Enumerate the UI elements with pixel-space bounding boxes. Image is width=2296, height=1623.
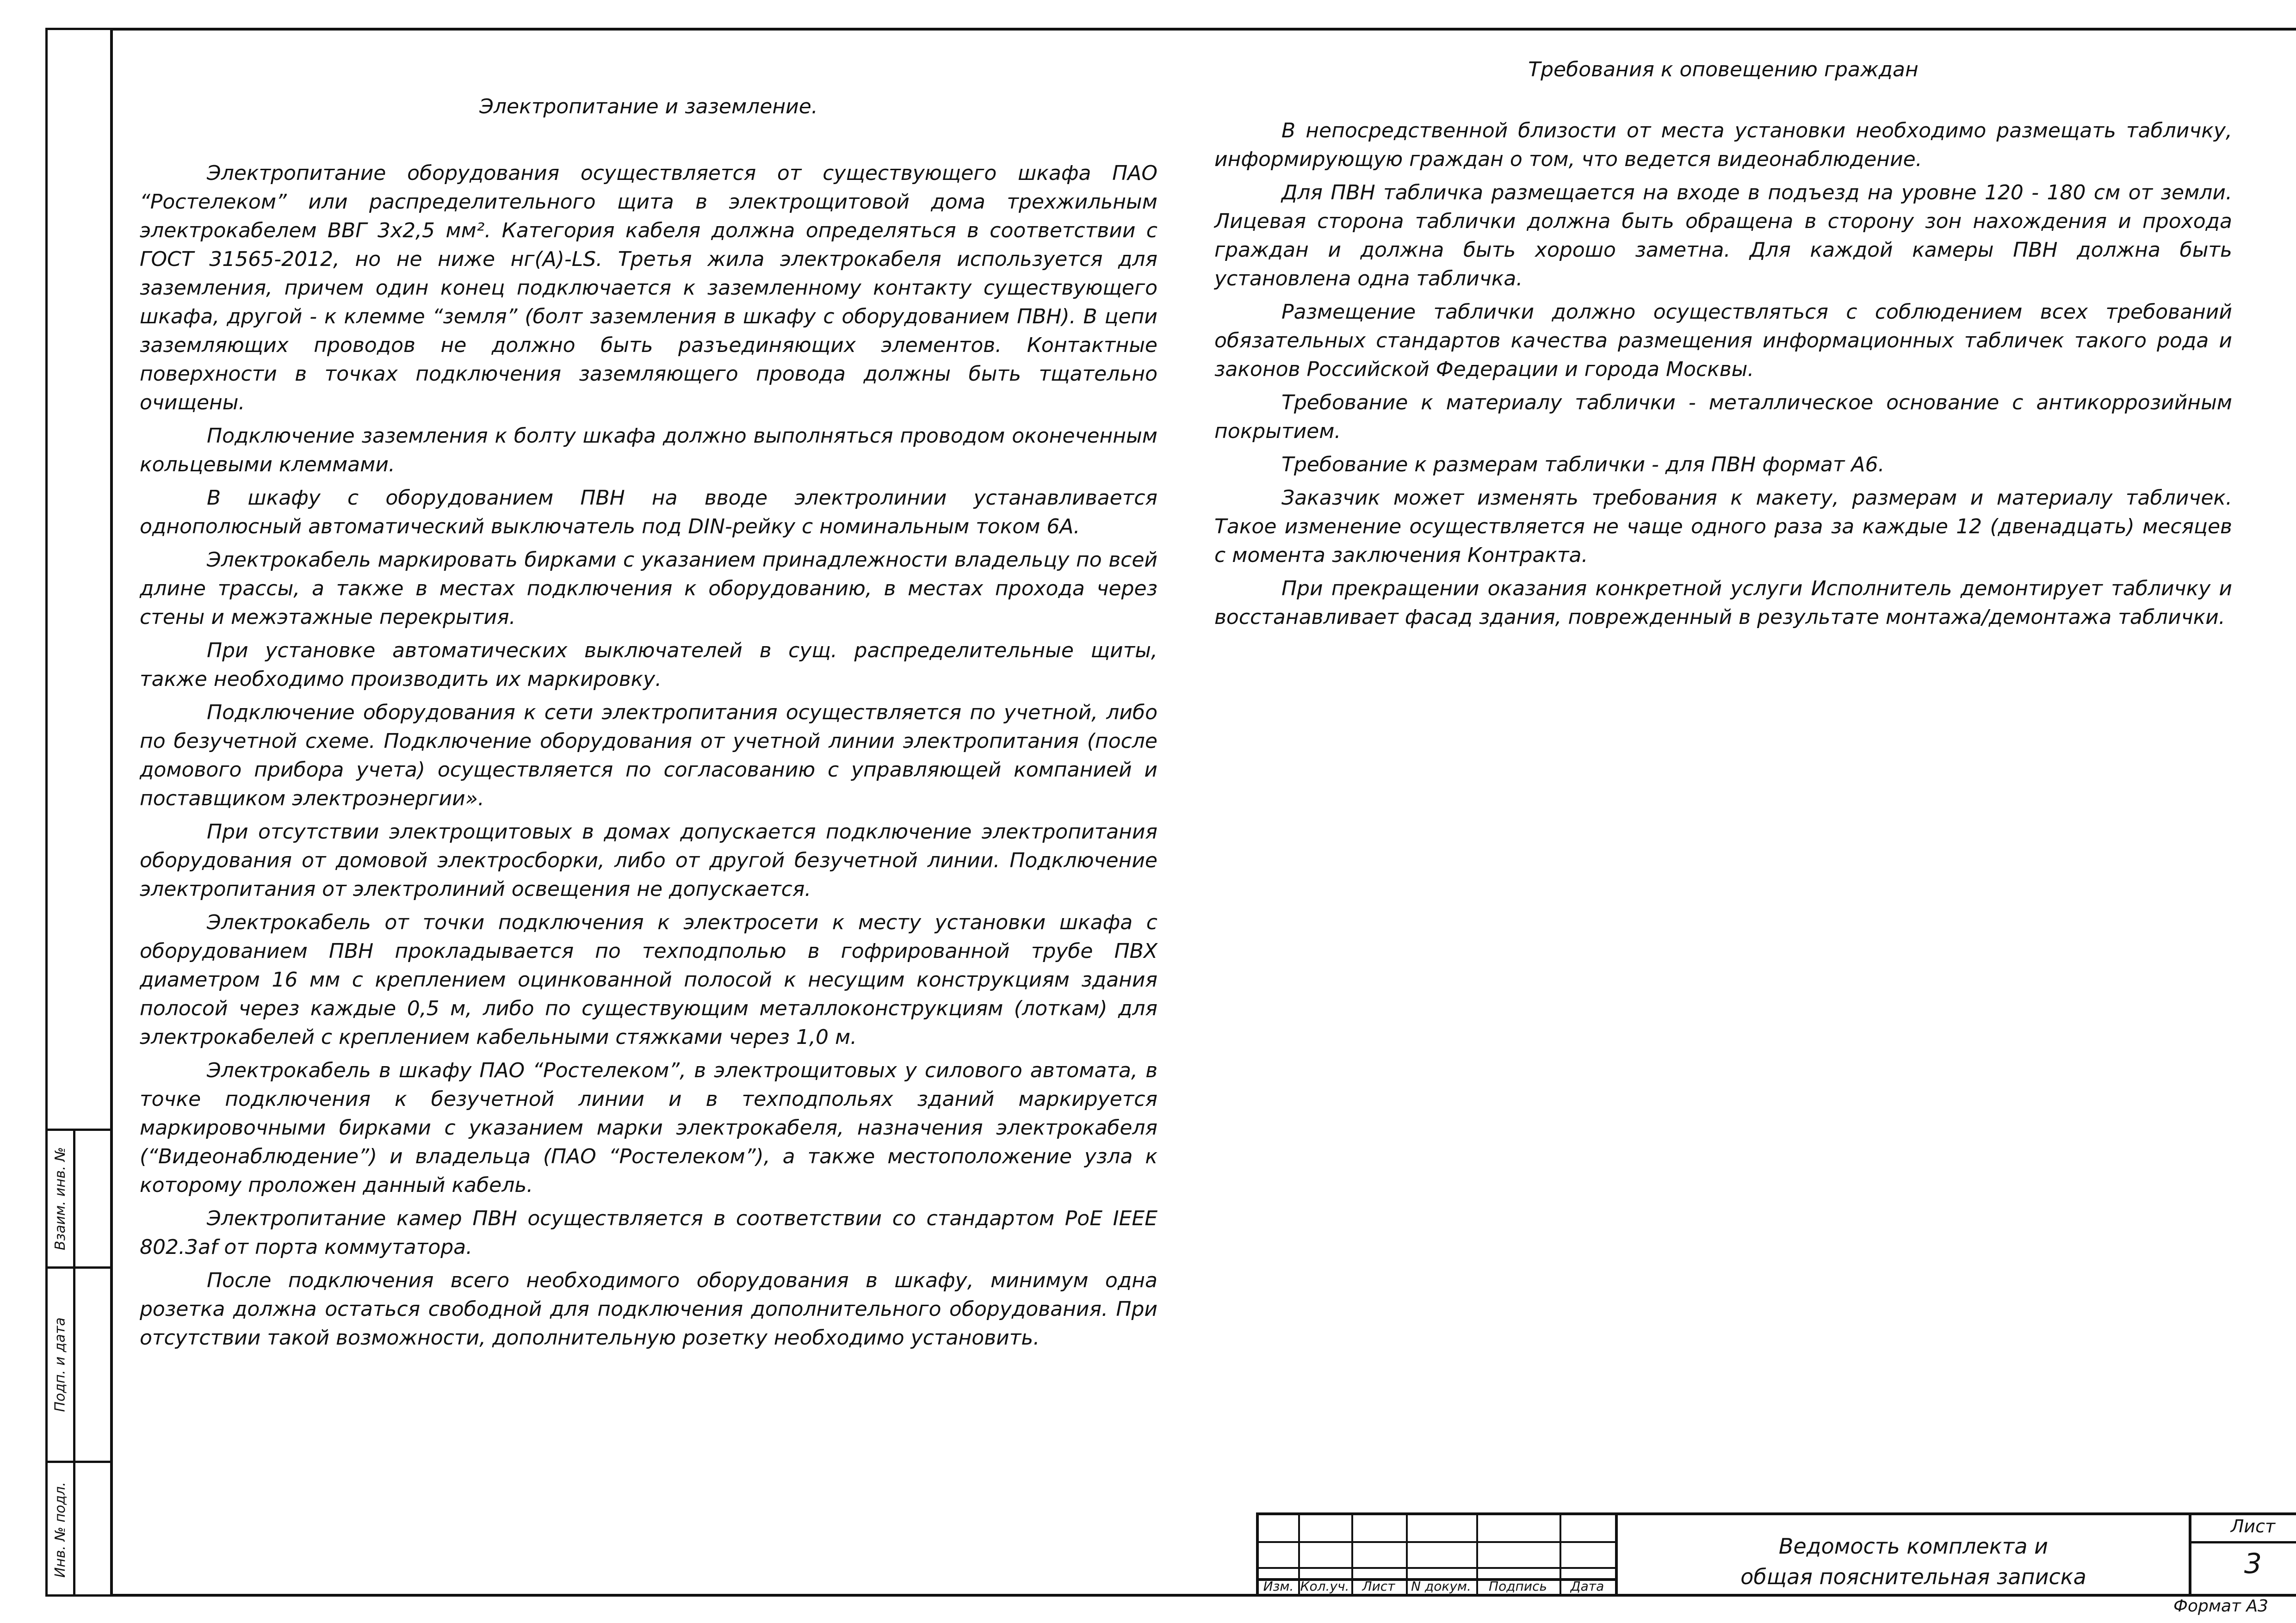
paragraph: Электропитание оборудования осуществляется от существующего шкафа ПАО “Ростелеком” или распределительного щита в электрощитовой дома трехжильным электрокабелем ВВГ 3х2,5 мм². Категория кабеля должна определяться в соответствии с ГОСТ 31565-2012, но не ниже нг(А)-LS. Третья жила электрокабеля используется для заземления, причем один конец подключается к заземленному контакту существующего шкафа, другой - к клемме “земля” (болт заземления в шкафу с оборудованием ПВН). В цепи заземляющих проводов не должно быть разъединяющих элементов. Контактные поверхности в точках подключения заземляющего провода должны быть тщательно очищены. xyxy=(140,161,1157,414)
paper-format-label: Формат А3 xyxy=(2173,1597,2268,1616)
title-block xyxy=(1256,1512,2296,1597)
title-line: общая пояснительная записка xyxy=(1740,1564,2086,1589)
original-inventory-label: Инв. № подл. xyxy=(52,1482,68,1578)
section-heading: Электропитание и заземление. xyxy=(479,95,818,118)
paragraph: Размещение таблички должно осуществляться с соблюдением всех требований обязательных стандартов качества размещения информационных табличек такого рода и законов Российской Федерации и города Москвы. xyxy=(1214,300,2232,381)
paragraph: Требование к материалу таблички - металлическое основание с антикоррозийным покрытием. xyxy=(1214,391,2232,443)
paragraph: В непосредственной близости от места установки необходимо размещать табличку, информирующую граждан о том, что ведется видеонаблюдение. xyxy=(1214,119,2232,171)
col-header-change: Изм. xyxy=(1263,1579,1294,1594)
grid-line xyxy=(2189,1515,2191,1597)
grid-line xyxy=(1259,1567,1615,1569)
paragraph: Электропитание камер ПВН осуществляется в соответствии со стандартом PoE IEEE 802.3af от порта коммутатора. xyxy=(140,1207,1157,1259)
grid-line xyxy=(1615,1515,1618,1597)
document-title xyxy=(1622,1531,2205,1592)
paragraph: При отсутствии электрощитовых в домах допускается подключение электропитания оборудования от домовой электросборки, либо от другой безучетной линии. Подключение электропитания от электролиний освещения не допускается. xyxy=(140,820,1157,901)
col-header-signature: Подпись xyxy=(1489,1579,1547,1594)
strip-label-cell xyxy=(48,1463,73,1597)
paragraph: Подключение оборудования к сети электропитания осуществляется по учетной, либо по безучетной схеме. Подключение оборудования от учетной линии электропитания (после домового прибора учета) осуществляется по согласованию с управляющей компанией и поставщиком электроэнергии». xyxy=(140,701,1157,810)
power-and-grounding-section xyxy=(140,93,1157,1357)
col-header-quantity: Кол.уч. xyxy=(1300,1579,1349,1594)
paragraph: Подключение заземления к болту шкафа должно выполняться проводом оконеченным кольцевыми клеммами. xyxy=(140,424,1157,476)
section-heading: Требования к оповещению граждан xyxy=(1528,58,1918,81)
paragraph: Требование к размерам таблички - для ПВН формат А6. xyxy=(1281,453,1885,476)
strip-label-cell xyxy=(48,1269,73,1461)
grid-line xyxy=(1259,1541,1615,1543)
paragraph: Заказчик может изменять требования к макету, размерам и материалу табличек. Такое изменение осуществляется не чаще одного раза за каждые 12 (двенадцать) месяцев с момента заключения Контракта. xyxy=(1214,486,2232,567)
grid-line xyxy=(2189,1541,2296,1543)
paragraph: Для ПВН табличка размещается на входе в подъезд на уровне 120 - 180 см от земли. Лицевая сторона таблички должна быть обращена в сторону зон нахождения и прохода граждан и должна быть хорошо заметна. Для каждой камеры ПВН должна быть установлена одна табличка. xyxy=(1214,181,2232,290)
paragraph-list xyxy=(1214,117,2232,632)
paragraph: В шкафу с оборудованием ПВН на вводе электролинии устанавливается однополюсный автоматический выключатель под DIN-рейку с номинальным током 6А. xyxy=(140,486,1157,538)
paragraph: После подключения всего необходимого оборудования в шкафу, минимум одна розетка должна остаться свободной для подключения дополнительного оборудования. При отсутствии такой возможности, дополнительную розетку необходимо установить. xyxy=(140,1269,1157,1350)
strip-divider xyxy=(73,1131,75,1597)
col-header-date: Дата xyxy=(1570,1579,1604,1594)
col-header-doc-number: N докум. xyxy=(1411,1579,1471,1594)
side-approval-strip xyxy=(45,1129,110,1597)
paragraph: При прекращении оказания конкретной услуги Исполнитель демонтирует табличку и восстанавливает фасад здания, поврежденный в результате монтажа/демонтажа таблички. xyxy=(1214,577,2232,629)
signature-date-label: Подп. и дата xyxy=(52,1317,68,1412)
sheet-number: 3 xyxy=(2244,1548,2262,1580)
strip-label-cell xyxy=(48,1131,73,1266)
paragraph: При установке автоматических выключателей в сущ. распределительные щиты, также необходимо производить их маркировку. xyxy=(140,639,1157,691)
paragraph: Электрокабель от точки подключения к электросети к месту установки шкафа с оборудованием ПВН прокладывается по техподполью в гофрированной трубе ПВХ диаметром 16 мм с креплением оцинкованной полосой к несущим конструкциям здания полосой через каждые 0,5 м, либо по существующим металлоконструкциям (лоткам) для электрокабелей с креплением кабельными стяжками через 1,0 м. xyxy=(140,911,1157,1049)
paragraph: Электрокабель маркировать бирками с указанием принадлежности владельцу по всей длине трассы, а также в местах подключения к оборудованию, в местах прохода через стены и межэтажные перекрытия. xyxy=(140,548,1157,629)
paragraph: Электрокабель в шкафу ПАО “Ростелеком”, в электрощитовых у силового автомата, в точке подключения к безучетной линии и в техподпольях зданий маркируется маркировочными бирками с указанием марки электрокабеля, назначения электрокабеля (“Видеонаблюдение”) и владельца (ПАО “Ростелеком”), а также местоположение узла к которому проложен данный кабель. xyxy=(140,1059,1157,1197)
citizen-notification-section xyxy=(1214,56,2232,636)
interchange-inventory-label: Взаим. инв. № xyxy=(52,1147,68,1251)
col-header-sheet: Лист xyxy=(1362,1579,1395,1594)
paragraph-list xyxy=(140,159,1157,1352)
title-line: Ведомость комплекта и xyxy=(1778,1534,2048,1559)
sheet-label: Лист xyxy=(2230,1516,2276,1537)
